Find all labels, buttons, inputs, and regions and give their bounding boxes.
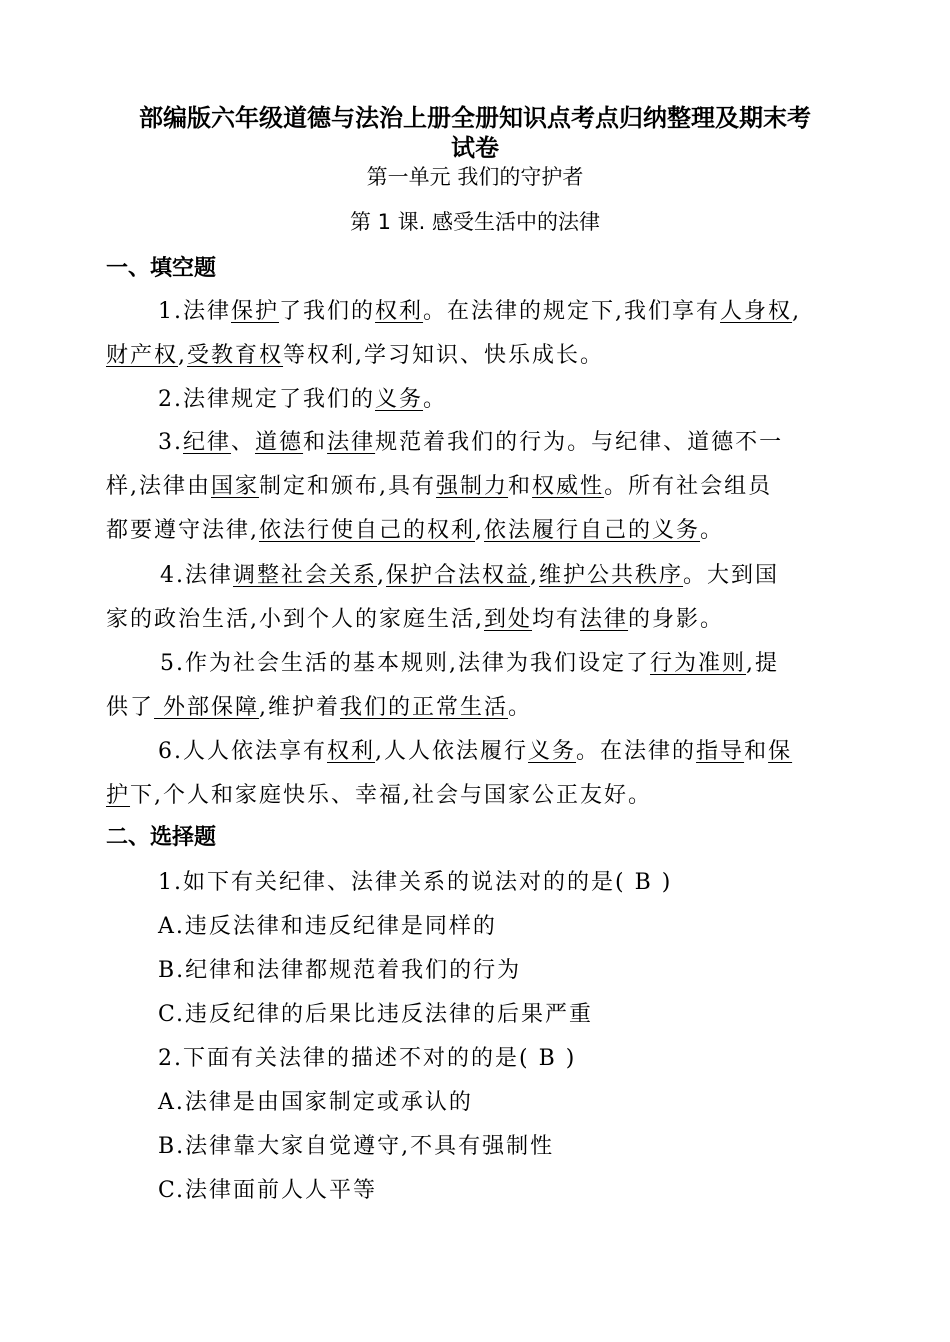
answer-blank: 依法行使自己的权利 xyxy=(259,518,476,543)
text: 和 xyxy=(303,430,328,455)
choice-q2-option-c: C.法律面前人人平等 xyxy=(158,1178,378,1203)
text: 和 xyxy=(744,739,769,764)
fill-q1-line-1 xyxy=(158,296,801,328)
choice-q2-option-a: A.法律是由国家制定或承认的 xyxy=(158,1090,473,1115)
text: , xyxy=(530,563,540,588)
answer-blank: 保护合法权益 xyxy=(386,563,531,588)
unit-heading: 第一单元 我们的守护者 xyxy=(366,165,584,189)
answer-blank: 受教育权 xyxy=(187,343,284,368)
text: 规范着我们的行为。与纪律、道德不一 xyxy=(375,430,784,455)
answer-blank: 外部保障 xyxy=(154,695,260,720)
answer-blank: 依法履行自己的义务 xyxy=(484,518,701,543)
fill-q1-line-2 xyxy=(106,340,604,372)
text: 下,个人和家庭快乐、幸福,社会与国家公正友好。 xyxy=(130,783,653,808)
answer-blank: 国家 xyxy=(211,474,260,499)
text: ,人人依法履行 xyxy=(375,739,529,764)
answer-blank: 权利 xyxy=(375,299,424,324)
text: ,提 xyxy=(746,651,780,676)
text: 。 xyxy=(700,518,725,543)
text: 、 xyxy=(231,430,256,455)
text: 和 xyxy=(508,474,533,499)
fill-q5-line-1 xyxy=(160,648,779,680)
answer-blank: 维护公共秩序 xyxy=(539,563,684,588)
answer-blank: 法律 xyxy=(580,607,629,632)
fill-q4-line-1 xyxy=(160,560,779,592)
text: 1.法律 xyxy=(158,299,231,324)
text: 等权利,学习知识、快乐成长。 xyxy=(283,343,605,368)
text: 。在法律的规定下,我们享有 xyxy=(423,299,721,324)
answer-blank: 行为准则 xyxy=(650,651,747,676)
document-title-line-1: 部编版六年级道德与法治上册全册知识点考点归纳整理及期末考 xyxy=(139,104,811,132)
fill-q2-line-1 xyxy=(158,384,447,416)
text: 。大到国 xyxy=(683,563,780,588)
answer-blank: 护 xyxy=(106,783,131,808)
choice-q1-option-c: C.违反纪律的后果比违反法律的后果严重 xyxy=(158,1002,594,1027)
answer-blank: 权利 xyxy=(327,739,376,764)
text: ,维护着 xyxy=(259,695,341,720)
text: 供了 xyxy=(106,695,155,720)
answer-blank: 法律 xyxy=(327,430,376,455)
choice-q1-option-b: B.纪律和法律都规范着我们的行为 xyxy=(158,958,522,983)
text: , xyxy=(377,563,387,588)
lesson-heading: 第 1 课. 感受生活中的法律 xyxy=(349,210,601,234)
text: , xyxy=(792,299,802,324)
choice-q1-option-a: A.违反法律和违反纪律是同样的 xyxy=(158,914,497,939)
text: 的身影。 xyxy=(628,607,725,632)
answer-blank: 保护 xyxy=(231,299,280,324)
answer-blank: 调整社会关系 xyxy=(233,563,378,588)
fill-q4-line-2 xyxy=(106,604,724,636)
text: 3. xyxy=(158,430,183,455)
document-title-line-2: 试卷 xyxy=(451,134,499,162)
answer-blank: 纪律 xyxy=(183,430,232,455)
text: 2.法律规定了我们的 xyxy=(158,387,375,412)
answer-blank: 义务 xyxy=(375,387,424,412)
text: 。 xyxy=(423,387,448,412)
fill-q6-line-2 xyxy=(106,780,652,812)
answer-blank: 财产权 xyxy=(106,343,179,368)
text: 4.法律 xyxy=(160,563,233,588)
text: 了我们的 xyxy=(279,299,376,324)
fill-q3-line-1 xyxy=(158,427,783,459)
choice-q2-option-b: B.法律靠大家自觉遵守,不具有强制性 xyxy=(158,1134,555,1159)
answer-blank: 义务 xyxy=(528,739,577,764)
answer-blank: 我们的正常生活 xyxy=(340,695,509,720)
answer-blank: 保 xyxy=(768,739,793,764)
text: 家的政治生活,小到个人的家庭生活, xyxy=(106,607,484,632)
text: 5.作为社会生活的基本规则,法律为我们设定了 xyxy=(160,651,650,676)
answer-blank: 权威性 xyxy=(532,474,605,499)
fill-q3-line-3 xyxy=(106,515,724,547)
fill-q5-line-2 xyxy=(106,692,532,724)
answer-blank: 指导 xyxy=(696,739,745,764)
section-heading-fill-in: 一、填空题 xyxy=(106,256,217,281)
text: , xyxy=(475,518,485,543)
answer-blank: 到处 xyxy=(484,607,533,632)
text: 。 xyxy=(508,695,533,720)
text: 都要遵守法律, xyxy=(106,518,259,543)
section-heading-choice: 二、选择题 xyxy=(106,825,217,850)
fill-q6-line-1 xyxy=(158,736,792,768)
answer-blank: 人身权 xyxy=(720,299,793,324)
text: 。在法律的 xyxy=(576,739,697,764)
text: 样,法律由 xyxy=(106,474,211,499)
text: , xyxy=(178,343,188,368)
choice-q1-stem: 1.如下有关纪律、法律关系的说法对的的是( B ) xyxy=(158,870,673,895)
fill-q3-line-2 xyxy=(106,471,772,503)
answer-blank: 强制力 xyxy=(436,474,509,499)
text: 。所有社会组员 xyxy=(604,474,773,499)
answer-blank: 道德 xyxy=(255,430,304,455)
text: 6.人人依法享有 xyxy=(158,739,327,764)
text: 均有 xyxy=(532,607,581,632)
choice-q2-stem: 2.下面有关法律的描述不对的的是( B ) xyxy=(158,1046,577,1071)
text: 制定和颁布,具有 xyxy=(259,474,437,499)
